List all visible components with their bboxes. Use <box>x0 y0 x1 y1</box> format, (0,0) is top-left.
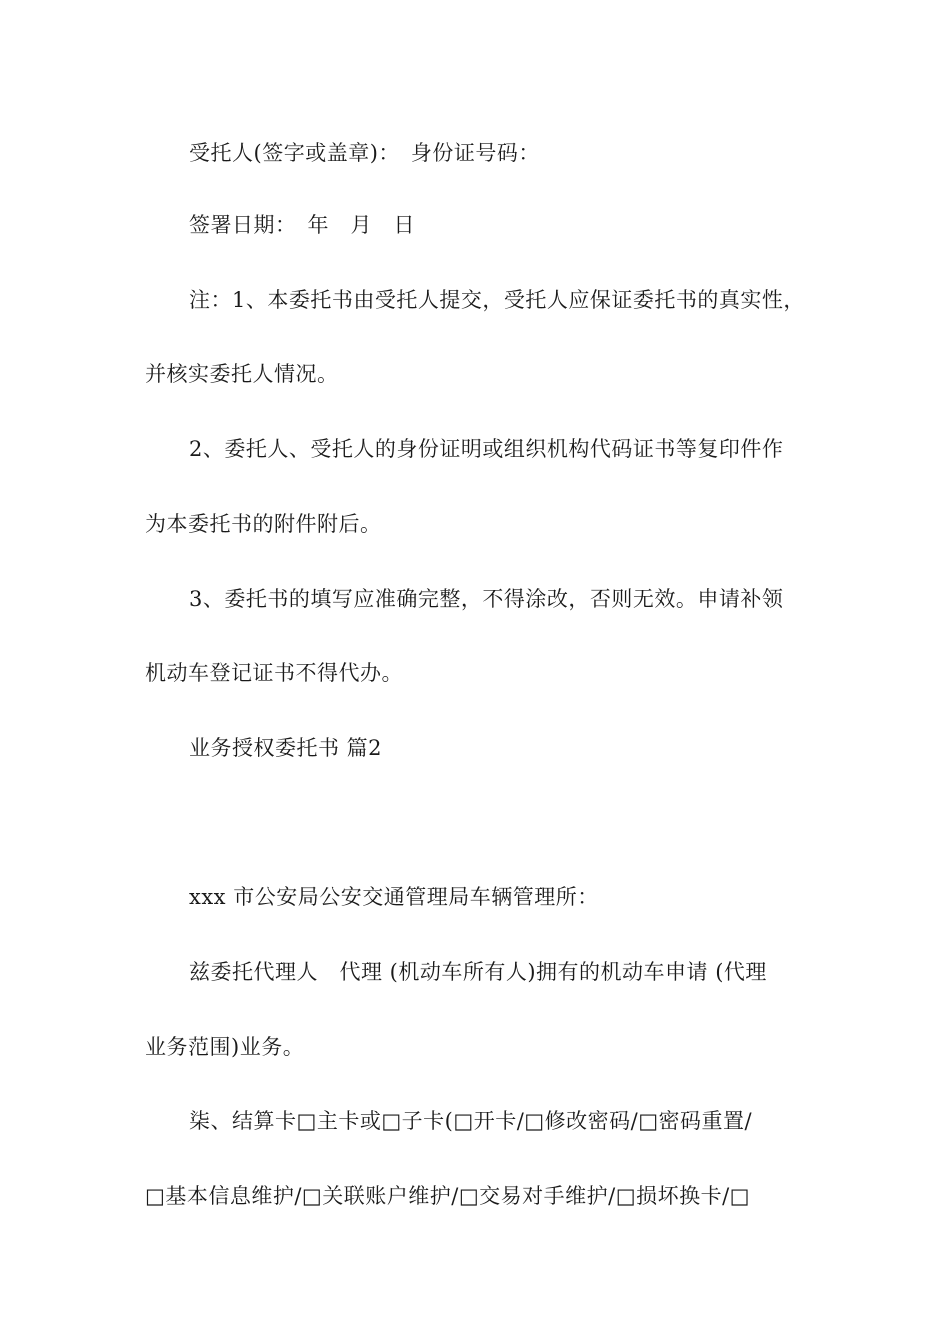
settlement-card-line-1: 柒、结算卡□主卡或□子卡(□开卡/□修改密码/□密码重置/ <box>189 1109 753 1133</box>
entrust-line-1: 兹委托代理人 代理 (机动车所有人)拥有的机动车申请 (代理 <box>189 960 767 984</box>
trustee-signature-line: 受托人(签字或盖章)： 身份证号码： <box>189 141 540 165</box>
section-heading: 业务授权委托书 篇2 <box>189 736 383 760</box>
signing-date-line: 签署日期： 年 月 日 <box>189 213 415 237</box>
note-3-line-1: 3、委托书的填写应准确完整，不得涂改，否则无效。申请补领 <box>189 587 784 611</box>
note-3-line-2: 机动车登记证书不得代办。 <box>145 661 403 685</box>
note-1-line-2: 并核实委托人情况。 <box>145 362 339 386</box>
note-2-line-2: 为本委托书的附件附后。 <box>145 512 382 536</box>
note-2-line-1: 2、委托人、受托人的身份证明或组织机构代码证书等复印件作 <box>189 437 784 461</box>
note-1-line-1: 注：1、本委托书由受托人提交，受托人应保证委托书的真实性， <box>189 288 805 312</box>
settlement-card-line-2: □基本信息维护/□关联账户维护/□交易对手维护/□损坏换卡/□ <box>145 1184 751 1208</box>
addressee-line: xxx 市公安局公安交通管理局车辆管理所： <box>189 885 599 909</box>
entrust-line-2: 业务范围)业务。 <box>145 1035 305 1059</box>
